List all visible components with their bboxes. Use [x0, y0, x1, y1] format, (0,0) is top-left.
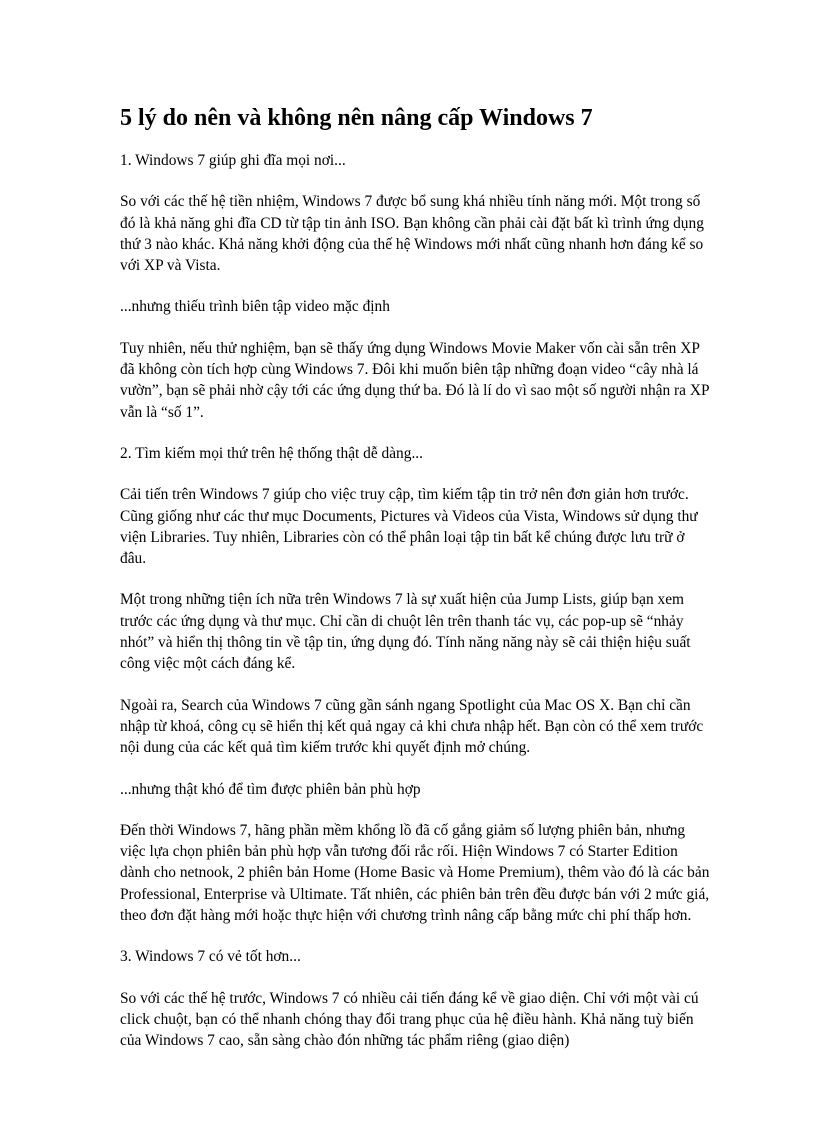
section-heading-2: 2. Tìm kiếm mọi thứ trên hệ thống thật dễ dàng...	[120, 444, 423, 462]
body-paragraph: Đến thời Windows 7, hãng phần mềm khổng lồ đã cố gắng giảm số lượng phiên bản, nhưng việc lựa chọn phiên bản phù hợp vẫn tương đối rắc rối. Hiện Windows 7 có Starter Edition dành cho netnook, 2 phiên bản Home (Home Basic và Home Premium), thêm vào đó là các bản Professional, Enterprise và Ultimate. Tất nhiên, các phiên bản trên đều được bán với 2 mức giá, theo đơn đặt hàng mới hoặc thực hiện với chương trình nâng cấp bằng mức chi phí thấp hơn.	[120, 821, 710, 925]
section-subheading: ...nhưng thiếu trình biên tập video mặc định	[120, 298, 390, 316]
section-heading-1: 1. Windows 7 giúp ghi đĩa mọi nơi...	[120, 152, 346, 169]
body-paragraph: Tuy nhiên, nếu thử nghiệm, bạn sẽ thấy ứng dụng Windows Movie Maker vốn cài sẵn trên XP đã không còn tích hợp cùng Windows 7. Đôi khi muốn biên tập những đoạn video “cây nhà lá vườn”, bạn sẽ phải nhờ cậy tới các ứng dụng thứ ba. Đó là lí do vì sao một số người nhận ra XP vẫn là “số 1”.	[120, 339, 709, 421]
section-subheading: ...nhưng thật khó để tìm được phiên bản phù hợp	[120, 780, 421, 798]
body-paragraph: Một trong những tiện ích nữa trên Windows 7 là sự xuất hiện của Jump Lists, giúp bạn xem trước các ứng dụng và thư mục. Chỉ cần di chuột lên trên thanh tác vụ, các pop-up sẽ “nhảy nhót” và hiển thị thông tin về tập tin, ứng dụng đó. Tính năng năng này sẽ cải thiện hiệu suất công việc một cách đáng kể.	[120, 591, 691, 673]
body-paragraph: So với các thế hệ trước, Windows 7 có nhiều cải tiến đáng kể về giao diện. Chỉ với một vài cú click chuột, bạn có thể nhanh chóng thay đổi trang phục của hệ điều hành. Khả năng tuỳ biến của Windows 7 cao, sẵn sàng chào đón những tác phẩm riêng (giao diện)	[120, 989, 699, 1050]
section-heading-3: 3. Windows 7 có vẻ tốt hơn...	[120, 948, 301, 966]
body-paragraph: Ngoài ra, Search của Windows 7 cũng gần sánh ngang Spotlight của Mac OS X. Bạn chỉ cần nhập từ khoá, công cụ sẽ hiển thị kết quả ngay cả khi chưa nhập hết. Bạn còn có thể xem trước nội dung của các kết quả tìm kiếm trước khi quyết định mở chúng.	[120, 696, 704, 757]
body-paragraph: Cải tiến trên Windows 7 giúp cho việc truy cập, tìm kiếm tập tin trở nên đơn giản hơn trước. Cũng giống như các thư mục Documents, Pictures và Videos của Vista, Windows sử dụng thư viện Libraries. Tuy nhiên, Libraries còn có thể phân loại tập tin bất kể chúng được lưu trữ ở đâu.	[120, 486, 698, 568]
document-page	[120, 103, 710, 1072]
document-title: 5 lý do nên và không nên nâng cấp Windows 7	[120, 105, 593, 131]
body-paragraph: So với các thế hệ tiền nhiệm, Windows 7 được bổ sung khá nhiều tính năng mới. Một trong số đó là khả năng ghi đĩa CD từ tập tin ảnh ISO. Bạn không cần phải cài đặt bất kì trình ứng dụng thứ 3 nào khác. Khả năng khởi động của thế hệ Windows mới nhất cũng nhanh hơn đáng kể so với XP và Vista.	[120, 193, 704, 275]
